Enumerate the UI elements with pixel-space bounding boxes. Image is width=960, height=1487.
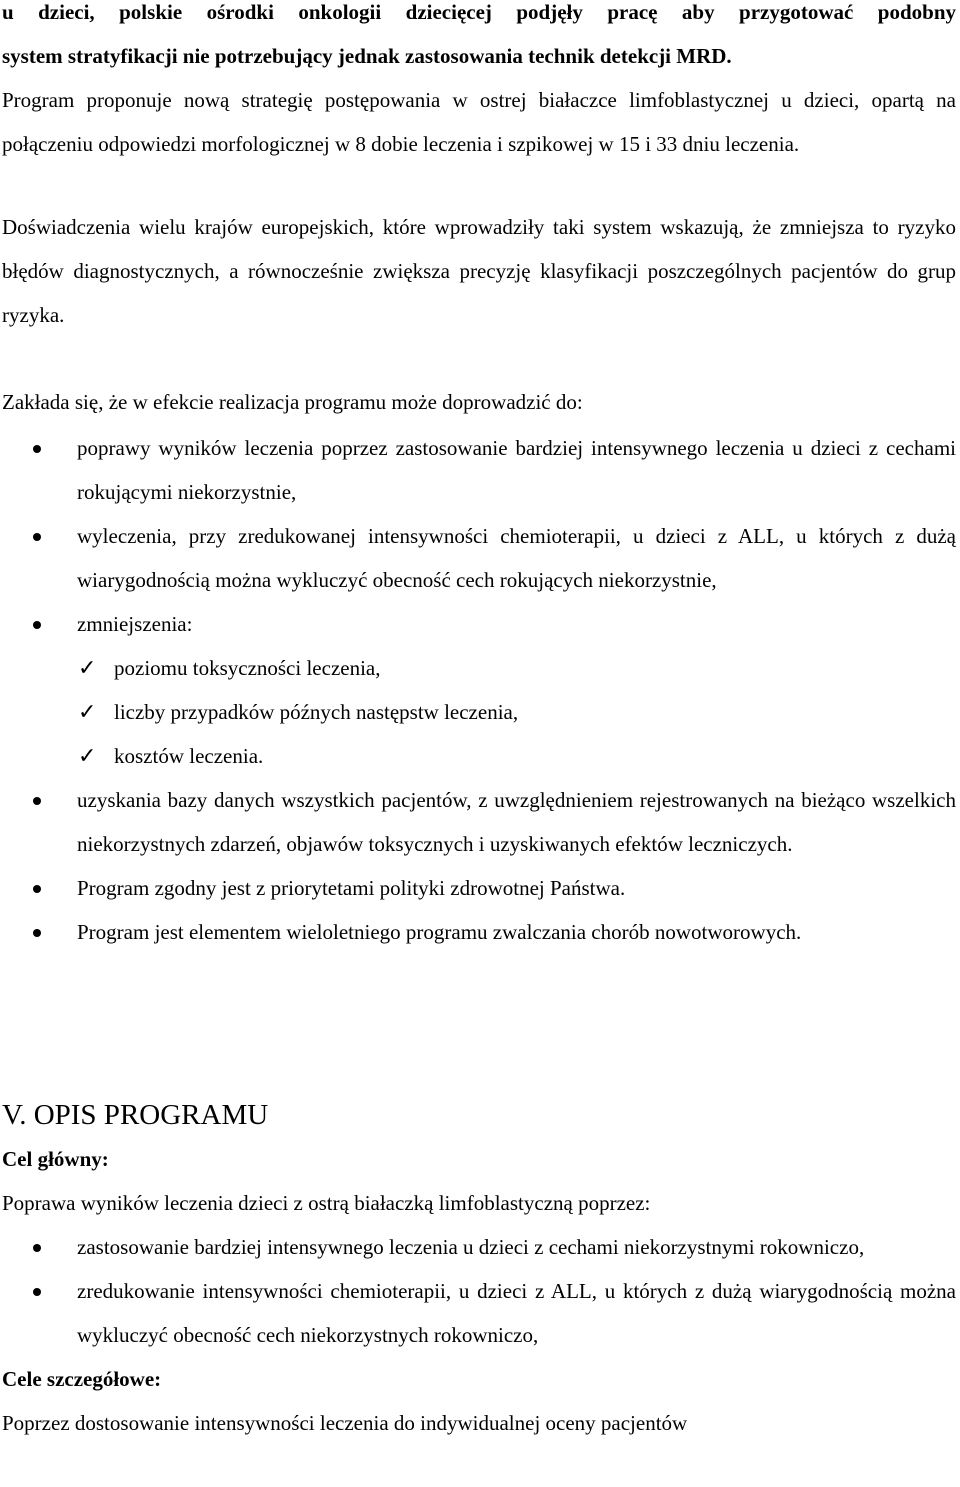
sublist-item: ✓ kosztów leczenia. [2, 734, 956, 778]
list-item: poprawy wyników leczenia poprzez zastosowanie bardziej intensywnego leczenia u dzieci z cechami rokującymi niekorzystnie, [2, 426, 956, 514]
program-description-section [2, 1093, 956, 1445]
sublist-item: ✓ liczby przypadków późnych następstw leczenia, [2, 690, 956, 734]
main-goal-text: Poprawa wyników leczenia dzieci z ostrą białaczką limfoblastyczną poprzez: [2, 1191, 651, 1215]
list-item: Program zgodny jest z priorytetami polityki zdrowotnej Państwa. [2, 866, 956, 910]
checkmark-icon: ✓ [78, 699, 97, 724]
list-item: uzyskania bazy danych wszystkich pacjentów, z uwzględnieniem rejestrowanych na bieżąco wszelkich niekorzystnych zdarzeń, objawów toksycznych i uzyskiwanych efektów leczniczych. [2, 778, 956, 866]
bullet-dot-icon [33, 1244, 41, 1252]
bullet-dot-icon [33, 797, 41, 805]
intro-paragraph [2, 0, 956, 166]
intro-rest: Program proponuje nową strategię postępowania w ostrej białaczce limfoblastycznej u dzieci, opartą na połączeniu odpowiedzi morfologicznej w 8 dobie leczenia i szpikowej w 15 i 33 dniu leczenia. [2, 88, 956, 156]
reduction-sublist [2, 646, 956, 778]
sublist-item: ✓ poziomu toksyczności leczenia, [2, 646, 956, 690]
intro-line-2: system stratyfikacji nie potrzebujący jednak zastosowania technik detekcji MRD. [2, 44, 732, 68]
main-goals-list [2, 1225, 956, 1357]
effects-list [2, 426, 956, 954]
checkmark-icon: ✓ [78, 655, 97, 680]
bullet-dot-icon [33, 885, 41, 893]
intro-line-1: u dzieci, polskie ośrodki onkologii dziecięcej podjęły pracę aby przygotować podobny [2, 0, 956, 24]
bullet-dot-icon [33, 1288, 41, 1296]
section-title: V. OPIS PROGRAMU [2, 1099, 269, 1131]
bullet-dot-icon [33, 445, 41, 453]
detailed-goals-text: Poprzez dostosowanie intensywności leczenia do indywidualnej oceny pacjentów [2, 1411, 688, 1435]
list-item: Program jest elementem wieloletniego programu zwalczania chorób nowotworowych. [2, 910, 956, 954]
bullet-dot-icon [33, 929, 41, 937]
list-item: zmniejszenia: [2, 602, 956, 646]
bullet-dot-icon [33, 621, 41, 629]
experience-paragraph: Doświadczenia wielu krajów europejskich, które wprowadziły taki system wskazują, że zmniejsza to ryzyko błędów diagnostycznych, a równocześnie zwiększa precyzję klasyfikacji poszczególnych pacjentów do grup ryzyka. [2, 215, 956, 327]
list-item: zredukowanie intensywności chemioterapii, u dzieci z ALL, u których z dużą wiarygodnością można wykluczyć obecność cech niekorzystnych rokowniczo, [2, 1269, 956, 1357]
checkmark-icon: ✓ [78, 743, 97, 768]
bullet-dot-icon [33, 533, 41, 541]
detailed-goals-heading: Cele szczegółowe: [2, 1367, 162, 1391]
list-item: zastosowanie bardziej intensywnego leczenia u dzieci z cechami niekorzystnymi rokowniczo, [2, 1225, 956, 1269]
effects-intro: Zakłada się, że w efekcie realizacja programu może doprowadzić do: [2, 390, 583, 414]
list-item: wyleczenia, przy zredukowanej intensywności chemioterapii, u dzieci z ALL, u których z dużą wiarygodnością można wykluczyć obecność cech rokujących niekorzystnie, [2, 514, 956, 602]
main-goal-heading: Cel główny: [2, 1147, 109, 1171]
